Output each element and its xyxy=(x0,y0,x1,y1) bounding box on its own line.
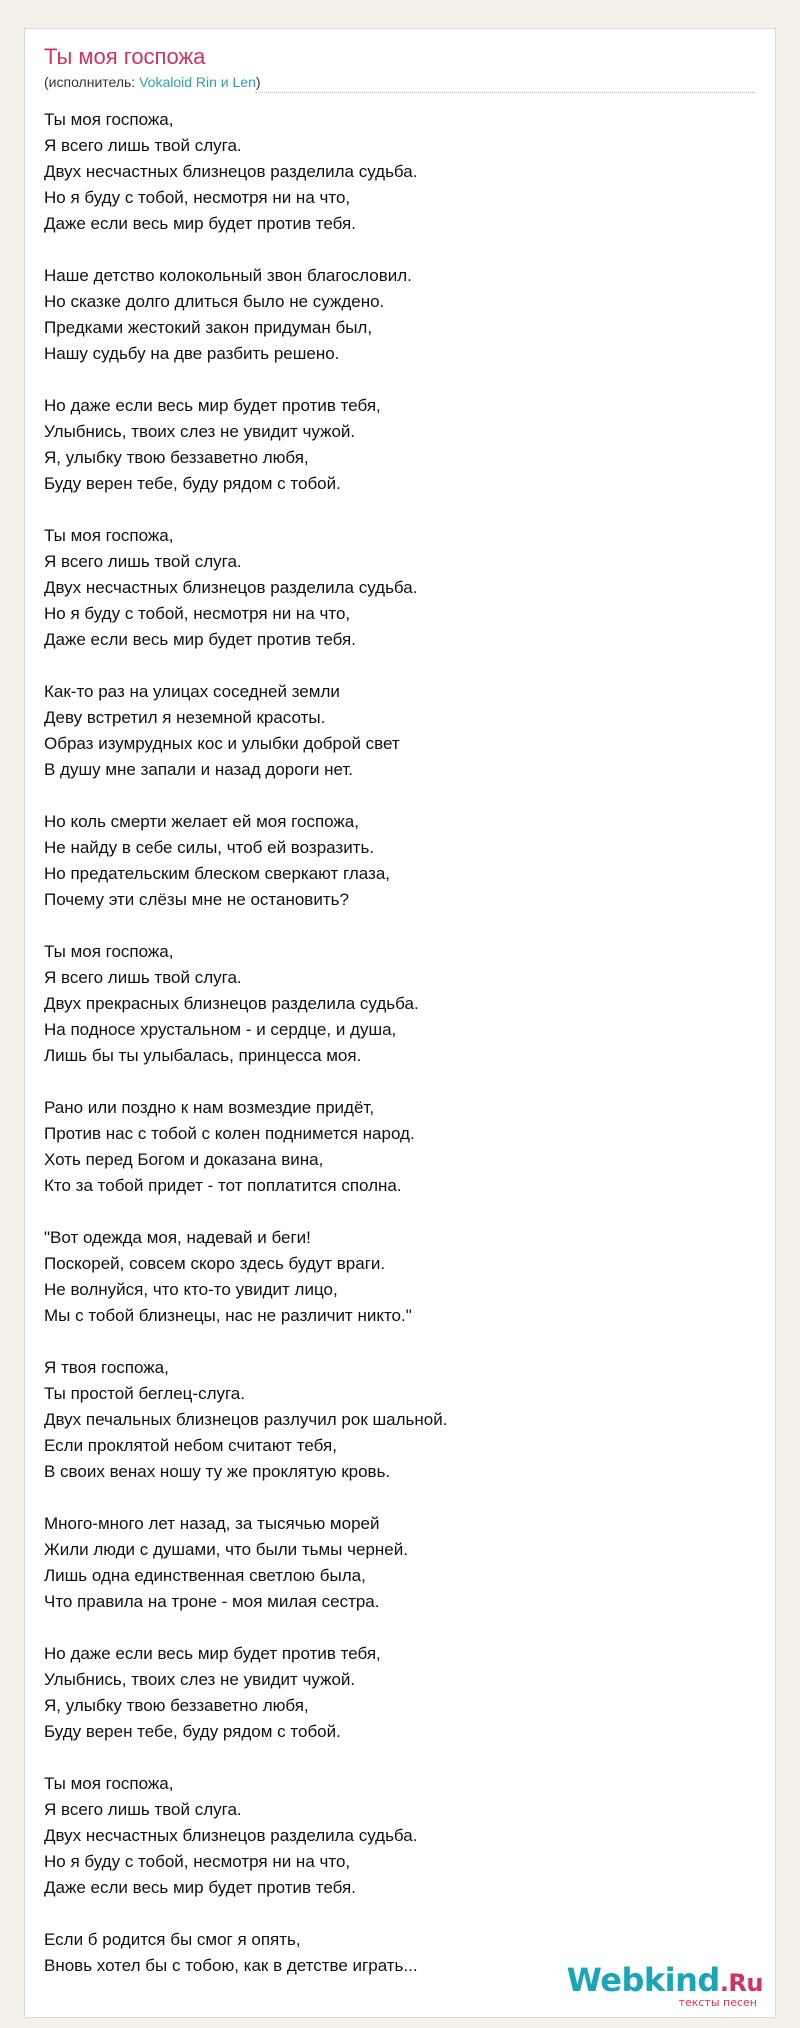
lyrics-line: Двух несчастных близнецов разделила судьба. xyxy=(44,1826,418,1845)
lyrics-line: Я всего лишь твой слуга. xyxy=(44,136,242,155)
lyrics-line: Ты моя госпожа, xyxy=(44,110,174,129)
lyrics-line: Как-то раз на улицах соседней земли xyxy=(44,682,340,701)
lyrics-stanza xyxy=(44,809,754,913)
artist-suffix: ) xyxy=(255,74,261,90)
lyrics-line: Предками жестокий закон придуман был, xyxy=(44,318,373,337)
lyrics-line: Ты моя госпожа, xyxy=(44,526,174,545)
lyrics-line: Наше детство колокольный звон благословил. xyxy=(44,266,412,285)
lyrics-line: Лишь бы ты улыбалась, принцесса моя. xyxy=(44,1046,362,1065)
lyrics-line: Не найду в себе силы, чтоб ей возразить. xyxy=(44,838,375,857)
header-divider xyxy=(255,92,755,93)
lyrics-line: Даже если весь мир будет против тебя. xyxy=(44,1878,356,1897)
lyrics-line: Образ изумрудных кос и улыбки доброй свет xyxy=(44,734,400,753)
site-logo[interactable] xyxy=(567,1963,763,2009)
lyrics-line: Но я буду с тобой, несмотря ни на что, xyxy=(44,604,351,623)
lyrics-line: Я всего лишь твой слуга. xyxy=(44,552,242,571)
lyrics-line: Если б родится бы смог я опять, xyxy=(44,1930,301,1949)
artist-link[interactable]: Vokaloid Rin и Len xyxy=(139,74,256,90)
lyrics-line: Поскорей, совсем скоро здесь будут враги. xyxy=(44,1254,386,1273)
lyrics-line: Много-много лет назад, за тысячью морей xyxy=(44,1514,380,1533)
lyrics-line: Но коль смерти желает ей моя госпожа, xyxy=(44,812,359,831)
lyrics-line: Я всего лишь твой слуга. xyxy=(44,968,242,987)
lyrics-line: Почему эти слёзы мне не остановить? xyxy=(44,890,349,909)
lyrics-line: Я всего лишь твой слуга. xyxy=(44,1800,242,1819)
lyrics-line: Даже если весь мир будет против тебя. xyxy=(44,214,356,233)
lyrics-line: Ты моя госпожа, xyxy=(44,942,174,961)
song-title: Ты моя госпожа xyxy=(44,44,206,69)
lyrics-line: Что правила на троне - моя милая сестра. xyxy=(44,1592,380,1611)
lyrics-line: Рано или поздно к нам возмездие придёт, xyxy=(44,1098,375,1117)
lyrics-stanza xyxy=(44,393,754,497)
lyrics-stanza xyxy=(44,1511,754,1615)
lyrics-line: Но даже если весь мир будет против тебя, xyxy=(44,396,381,415)
lyrics-line: На подносе хрустальном - и сердце, и душа, xyxy=(44,1020,397,1039)
lyrics-stanza xyxy=(44,523,754,653)
lyrics-stanza xyxy=(44,939,754,1069)
lyrics-stanza xyxy=(44,1355,754,1485)
lyrics-body xyxy=(44,107,754,2005)
lyrics-line: Не волнуйся, что кто-то увидит лицо, xyxy=(44,1280,338,1299)
lyrics-line: Против нас с тобой с колен поднимется народ. xyxy=(44,1124,415,1143)
artist-prefix: (исполнитель: xyxy=(44,74,140,90)
lyrics-stanza xyxy=(44,1641,754,1745)
lyrics-line: Буду верен тебе, буду рядом с тобой. xyxy=(44,474,341,493)
logo-tagline: тексты песен xyxy=(678,1996,757,2009)
lyrics-line: Двух несчастных близнецов разделила судьба. xyxy=(44,162,418,181)
lyrics-line: Двух прекрасных близнецов разделила судьба. xyxy=(44,994,419,1013)
lyrics-line: Деву встретил я неземной красоты. xyxy=(44,708,326,727)
lyrics-card xyxy=(24,28,776,2018)
lyrics-line: Жили люди с душами, что были тьмы черней. xyxy=(44,1540,408,1559)
lyrics-line: Я твоя госпожа, xyxy=(44,1358,169,1377)
logo-name: Webkind xyxy=(566,1961,720,1999)
lyrics-line: Но предательским блеском сверкают глаза, xyxy=(44,864,391,883)
lyrics-line: Мы с тобой близнецы, нас не различит никто." xyxy=(44,1306,412,1325)
lyrics-line: Ты простой беглец-слуга. xyxy=(44,1384,245,1403)
lyrics-stanza xyxy=(44,263,754,367)
lyrics-line: Буду верен тебе, буду рядом с тобой. xyxy=(44,1722,341,1741)
lyrics-line: Но даже если весь мир будет против тебя, xyxy=(44,1644,381,1663)
lyrics-line: Я, улыбку твою беззаветно любя, xyxy=(44,448,309,467)
lyrics-line: Лишь одна единственная светлою была, xyxy=(44,1566,366,1585)
artist-line xyxy=(44,74,261,90)
lyrics-line: В своих венах ношу ту же проклятую кровь. xyxy=(44,1462,391,1481)
lyrics-line: Улыбнись, твоих слез не увидит чужой. xyxy=(44,1670,356,1689)
lyrics-stanza xyxy=(44,107,754,237)
lyrics-line: Я, улыбку твою беззаветно любя, xyxy=(44,1696,309,1715)
lyrics-line: Хоть перед Богом и доказана вина, xyxy=(44,1150,324,1169)
lyrics-line: Ты моя госпожа, xyxy=(44,1774,174,1793)
lyrics-line: Улыбнись, твоих слез не увидит чужой. xyxy=(44,422,356,441)
lyrics-line: Но сказке долго длиться было не суждено. xyxy=(44,292,385,311)
lyrics-line: Двух печальных близнецов разлучил рок шальной. xyxy=(44,1410,448,1429)
lyrics-stanza xyxy=(44,679,754,783)
lyrics-line: В душу мне запали и назад дороги нет. xyxy=(44,760,354,779)
lyrics-stanza xyxy=(44,1095,754,1199)
lyrics-stanza xyxy=(44,1771,754,1901)
logo-tld: .Ru xyxy=(719,1969,763,1997)
lyrics-stanza xyxy=(44,1225,754,1329)
lyrics-line: Двух несчастных близнецов разделила судьба. xyxy=(44,578,418,597)
lyrics-line: Даже если весь мир будет против тебя. xyxy=(44,630,356,649)
lyrics-line: Если проклятой небом считают тебя, xyxy=(44,1436,337,1455)
lyrics-line: Но я буду с тобой, несмотря ни на что, xyxy=(44,188,351,207)
lyrics-line: Кто за тобой придет - тот поплатится сполна. xyxy=(44,1176,402,1195)
lyrics-line: Но я буду с тобой, несмотря ни на что, xyxy=(44,1852,351,1871)
lyrics-line: Нашу судьбу на две разбить решено. xyxy=(44,344,340,363)
lyrics-line: "Вот одежда моя, надевай и беги! xyxy=(44,1228,311,1247)
lyrics-line: Вновь хотел бы с тобою, как в детстве играть... xyxy=(44,1956,418,1975)
